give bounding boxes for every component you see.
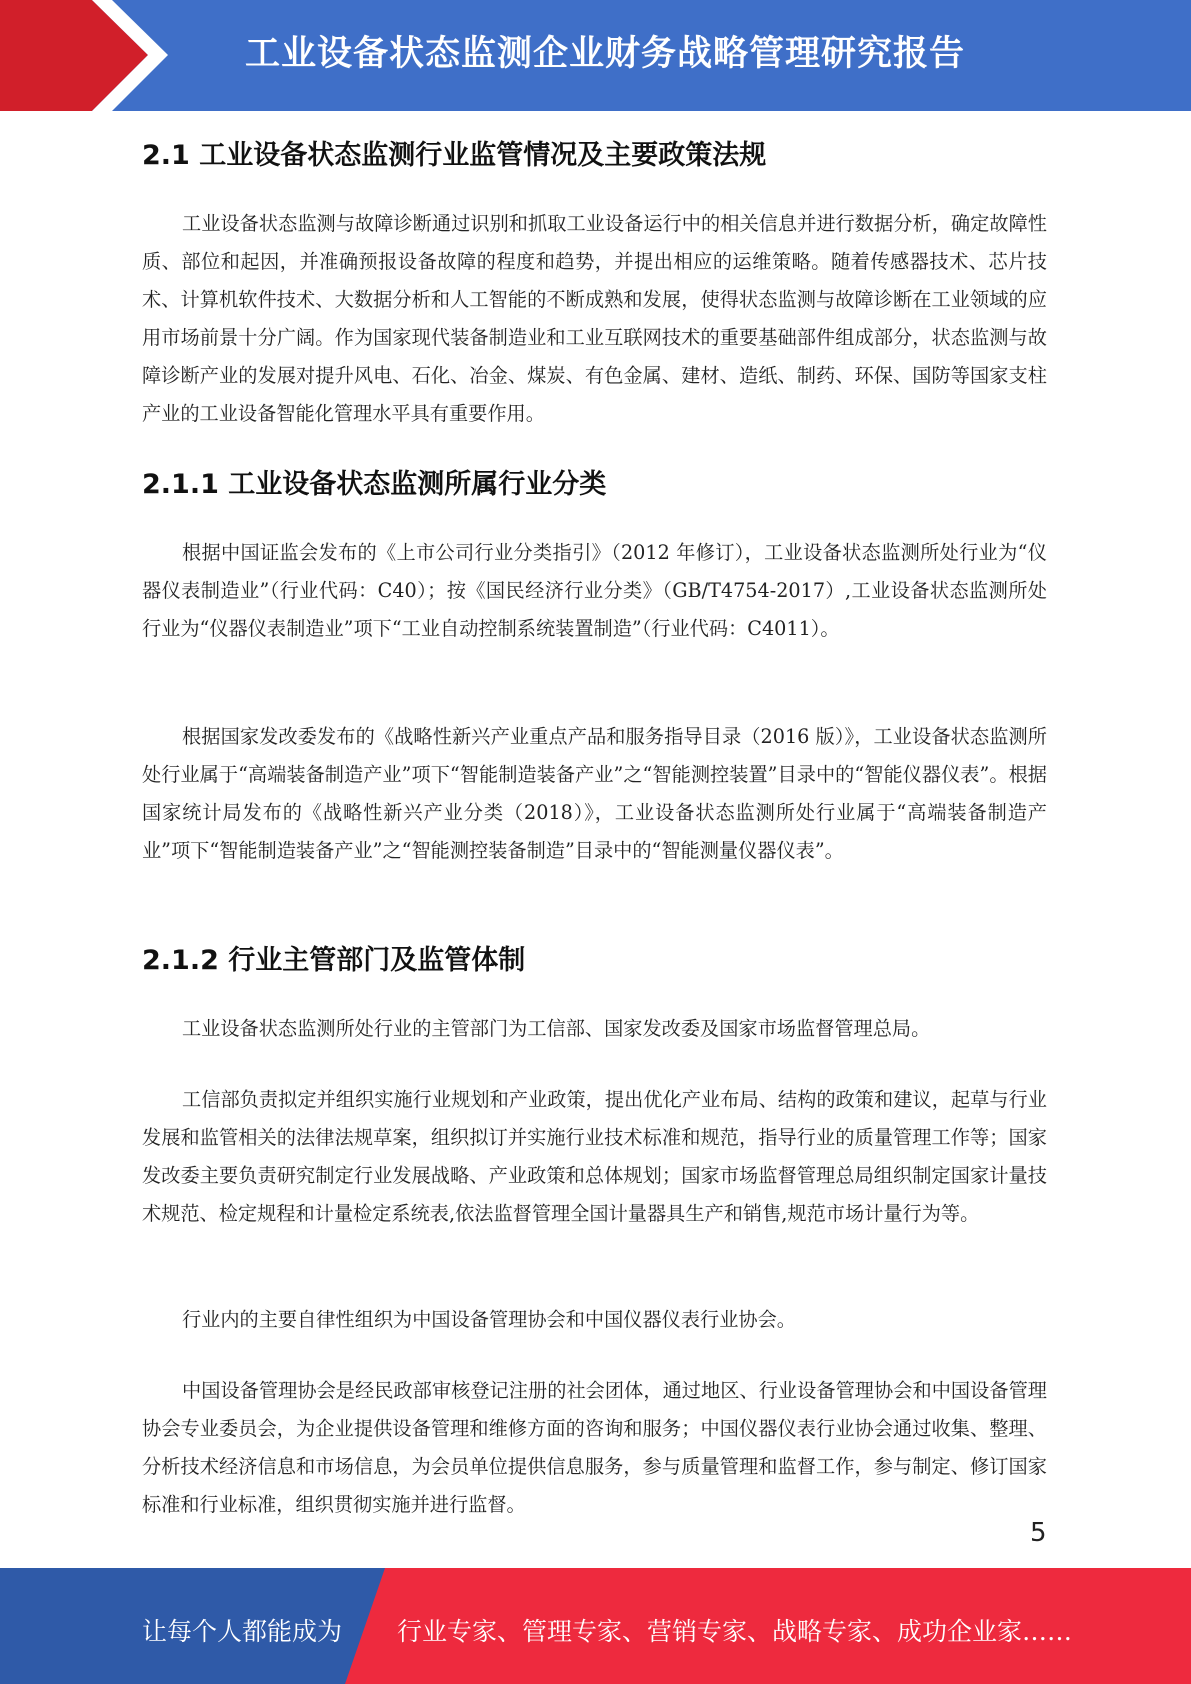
paragraph-overview: 工业设备状态监测与故障诊断通过识别和抓取工业设备运行中的相关信息并进行数据分析，确定故障性质、部位和起因，并准确预报设备故障的程度和趋势，并提出相应的运维策略。随着传感器技术、芯片技术、计算机软件技术、大数据分析和人工智能的不断成熟和发展，使得状态监测与故障诊断在工业领域的应用市场前景十分广阔。作为国家现代装备制造业和工业互联网技术的重要基础部件组成部分，状态监测与故障诊断产业的发展对提升风电、石化、冶金、煤炭、有色金属、建材、造纸、制药、环保、国防等国家支柱产业的工业设备智能化管理水平具有重要作用。 xyxy=(142,212,1047,425)
paragraph-csrc-classification: 根据中国证监会发布的《上市公司行业分类指引》（2012 年修订），工业设备状态监测所处行业为“仪器仪表制造业”（行业代码：C40）；按《国民经济行业分类》（GB/T4754-2017）,工业设备状态监测所处行业为“仪器仪表制造业”项下“工业自动控制系统装置制造”（行业代码：C4011）。 xyxy=(142,541,1047,640)
paragraph-authorities: 工业设备状态监测所处行业的主管部门为工信部、国家发改委及国家市场监督管理总局。 xyxy=(182,1017,931,1040)
page-number: 5 xyxy=(1030,1518,1047,1548)
paragraph-self-regulatory: 行业内的主要自律性组织为中国设备管理协会和中国仪器仪表行业协会。 xyxy=(182,1308,796,1331)
report-title: 工业设备状态监测企业财务战略管理研究报告 xyxy=(245,34,966,74)
footer-slogan-left: 让每个人都能成为 xyxy=(142,1617,343,1646)
footer-banner xyxy=(0,1568,1191,1684)
paragraph-associations: 中国设备管理协会是经民政部审核登记注册的社会团体，通过地区、行业设备管理协会和中国设备管理协会专业委员会，为企业提供设备管理和维修方面的咨询和服务；中国仪器仪表行业协会通过收集、整理、分析技术经济信息和市场信息，为会员单位提供信息服务，参与质量管理和监督工作，参与制定、修订国家标准和行业标准，组织贯彻实施并进行监督。 xyxy=(142,1379,1047,1516)
section-heading-2-1: 2.1 工业设备状态监测行业监管情况及主要政策法规 xyxy=(142,140,767,171)
footer-slogan-right: 行业专家、管理专家、营销专家、战略专家、成功企业家…… xyxy=(397,1617,1073,1646)
section-heading-2-1-2: 2.1.2 行业主管部门及监管体制 xyxy=(142,945,526,976)
paragraph-ndrc-classification: 根据国家发改委发布的《战略性新兴产业重点产品和服务指导目录（2016 版）》，工业设备状态监测所处行业属于“高端装备制造产业”项下“智能制造装备产业”之“智能测控装置”目录中的“智能仪器仪表”。根据国家统计局发布的《战略性新兴产业分类（2018）》，工业设备状态监测所处行业属于“高端装备制造产业”项下“智能制造装备产业”之“智能测控装备制造”目录中的“智能测量仪器仪表”。 xyxy=(142,725,1047,862)
paragraph-authority-duties: 工信部负责拟定并组织实施行业规划和产业政策，提出优化产业布局、结构的政策和建议，起草与行业发展和监管相关的法律法规草案，组织拟订并实施行业技术标准和规范，指导行业的质量管理工作等；国家发改委主要负责研究制定行业发展战略、产业政策和总体规划；国家市场监督管理总局组织制定国家计量技术规范、检定规程和计量检定系统表,依法监督管理全国计量器具生产和销售,规范市场计量行为等。 xyxy=(142,1088,1047,1225)
section-heading-2-1-1: 2.1.1 工业设备状态监测所属行业分类 xyxy=(142,469,607,500)
header-banner xyxy=(0,0,1191,111)
